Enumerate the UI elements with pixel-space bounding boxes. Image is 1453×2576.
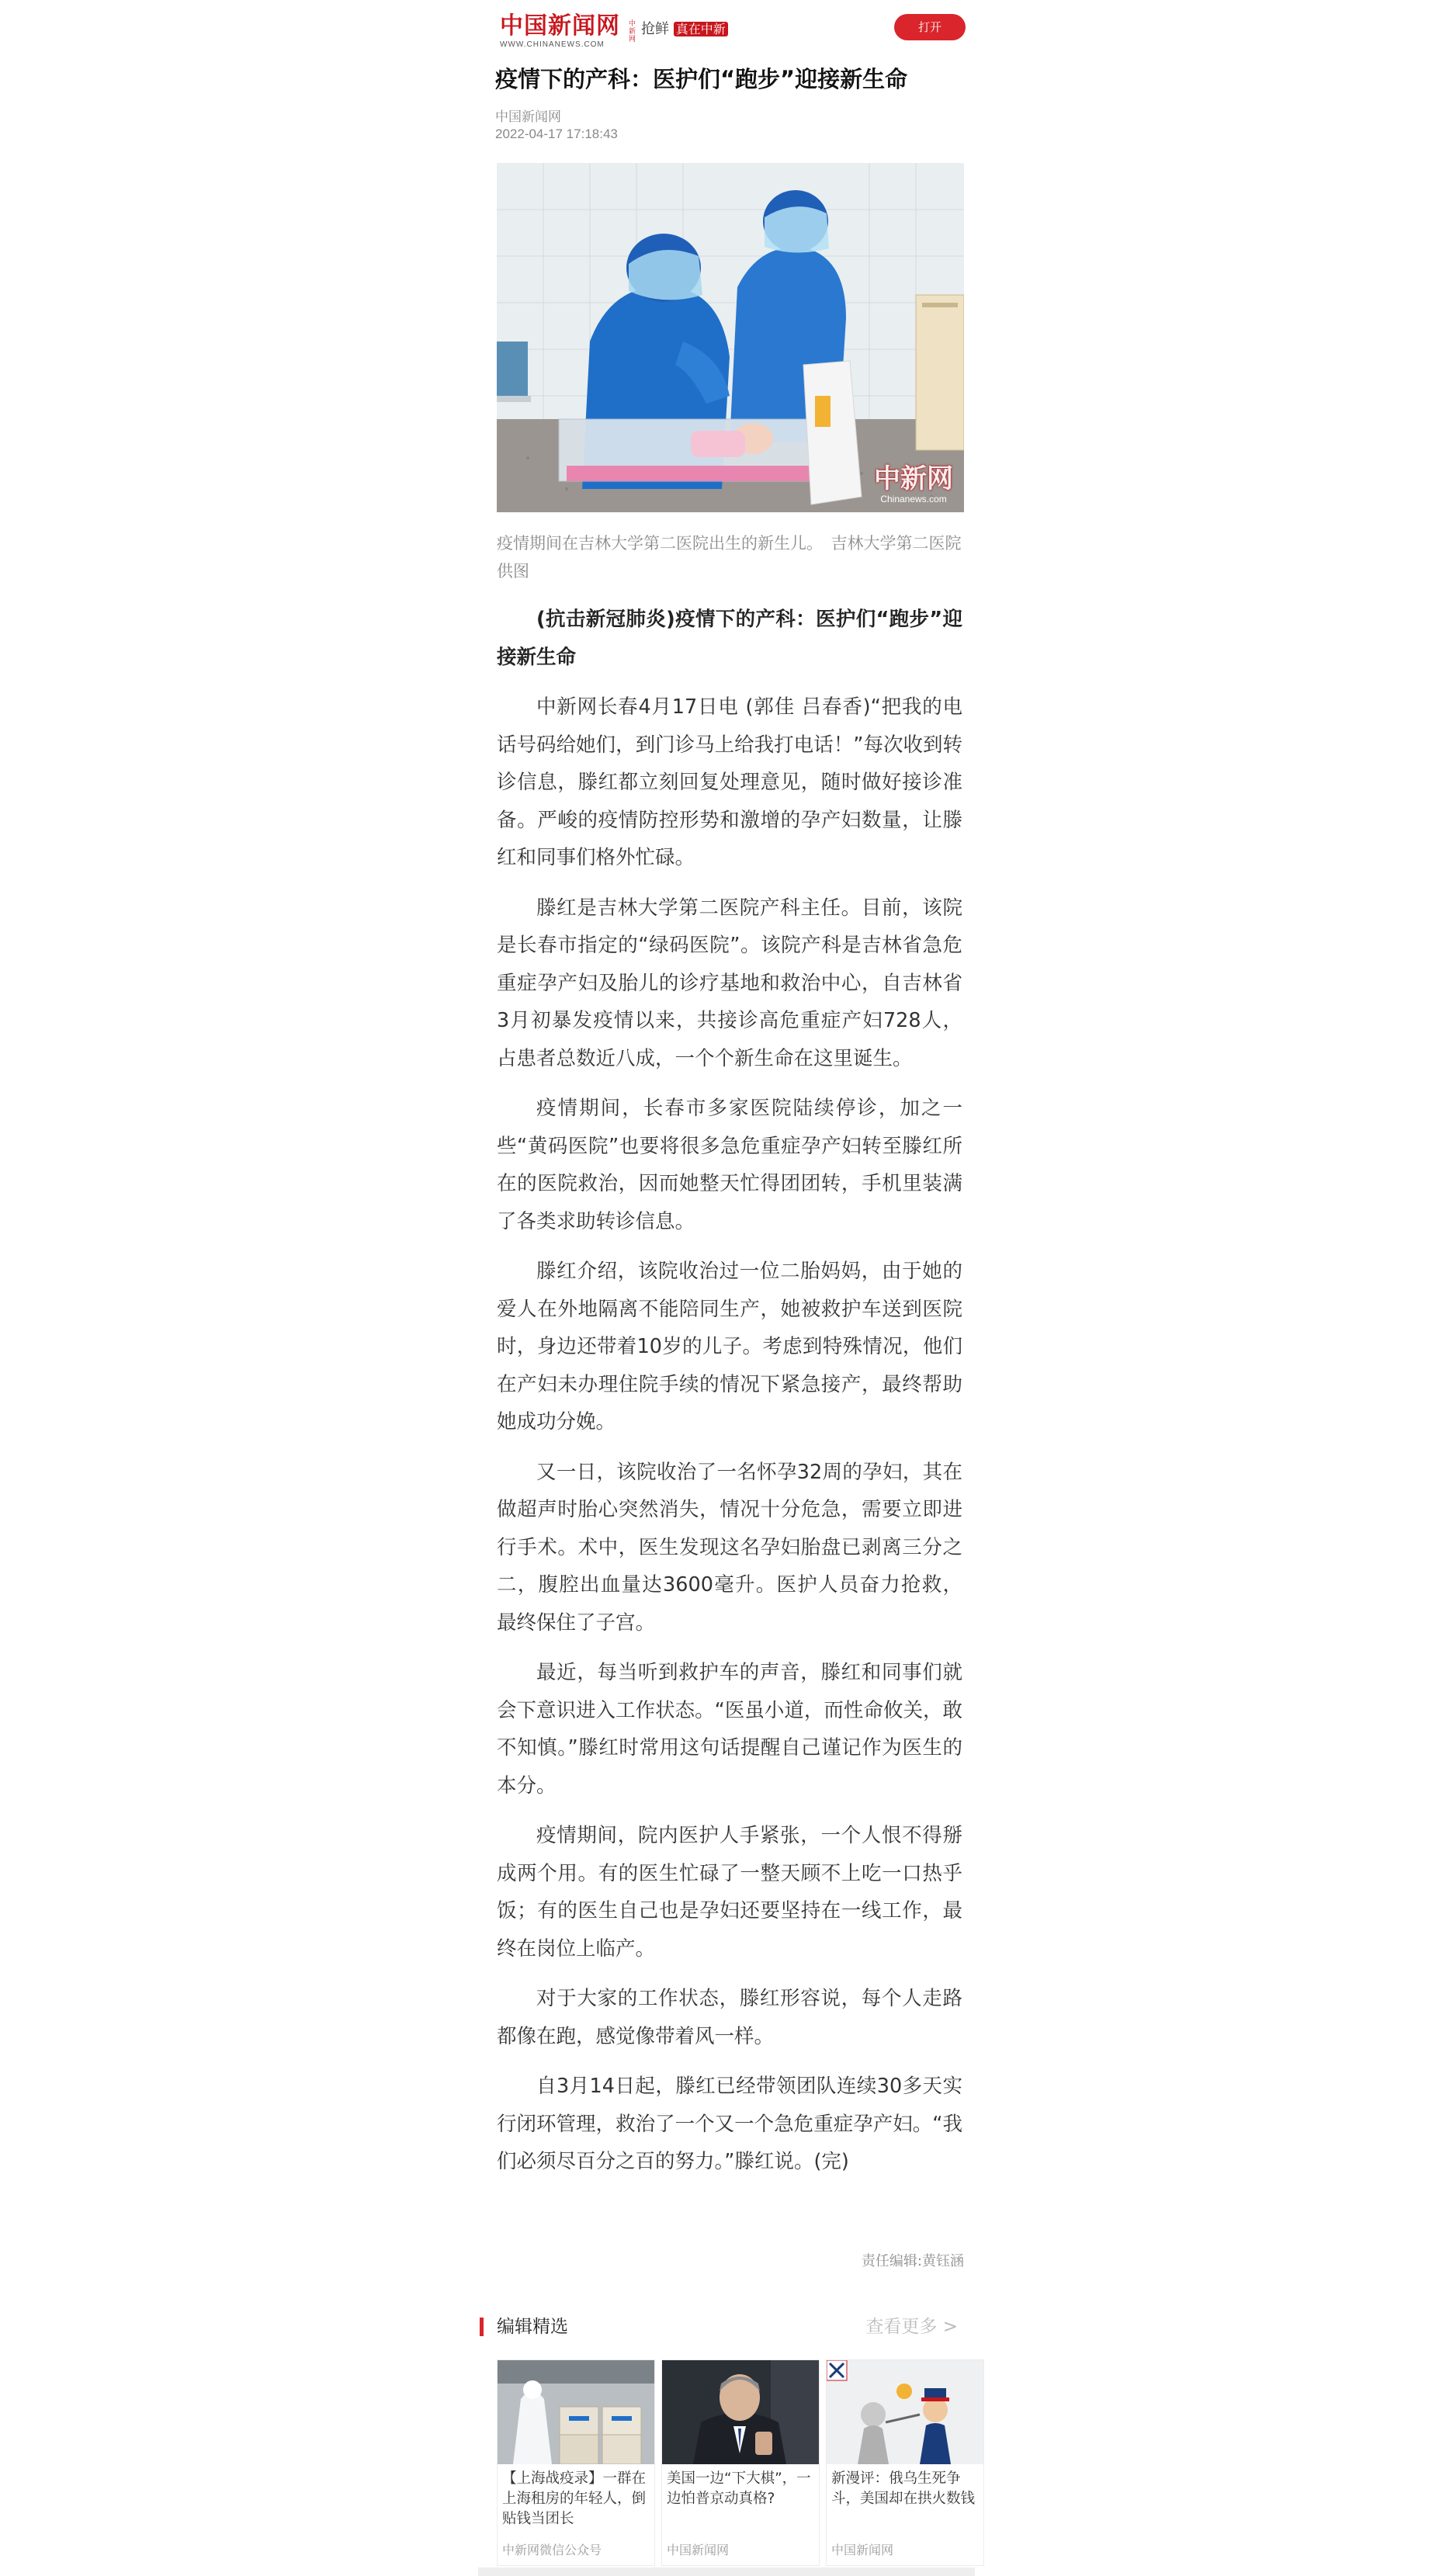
pick-card-image <box>827 2360 984 2464</box>
article-paragraph: 滕红是吉林大学第二医院产科主任。目前，该院是长春市指定的“绿码医院”。该院产科是吉林省急危重症孕产妇及胎儿的诊疗基地和救治中心，自吉林省3月初暴发疫情以来，共接诊高危重症产妇728人，占患者总数近八成，一个个新生命在这里诞生。 <box>497 896 962 1070</box>
logo-sub: WWW.CHINANEWS.COM <box>500 40 605 49</box>
article-paragraph: 滕红介绍，该院收治过一位二胎妈妈，由于她的爱人在外地隔离不能陪同生产，她被救护车送到医院时，身边还带着10岁的儿子。考虑到特殊情况，他们在产妇未办理住院手续的情况下紧急接产，最终帮助她成功分娩。 <box>497 1260 962 1434</box>
pick-card-source: 中国新闻网 <box>831 2543 894 2557</box>
chinanews-logo-icon[interactable] <box>500 12 636 54</box>
bottom-divider <box>478 2567 975 2576</box>
article-body <box>497 601 962 2193</box>
photo-caption: 疫情期间在吉林大学第二医院出生的新生儿。 吉林大学第二医院供图 <box>497 534 962 581</box>
pick-card-title: 新漫评：俄乌生死争斗，美国却在拱火数钱 <box>831 2470 976 2507</box>
slogan <box>641 20 728 39</box>
pick-card[interactable] <box>497 2359 655 2566</box>
article-source: 中国新闻网 <box>495 109 561 125</box>
article-page <box>478 0 975 2576</box>
editor-picks-header <box>480 2311 967 2342</box>
article-paragraph: 疫情期间，长春市多家医院陆续停诊，加之一些“黄码医院”也要将很多急危重症孕产妇转至滕红所在的医院救治，因而她整天忙得团团转，手机里装满了各类求助转诊信息。 <box>497 1097 962 1233</box>
article-paragraph: 疫情期间，院内医护人手紧张，一个人恨不得掰成两个用。有的医生忙碌了一整天顾不上吃一口热乎饭；有的医生自己也是孕妇还要坚持在一线工作，最终在岗位上临产。 <box>497 1824 962 1961</box>
open-app-button[interactable]: 打开 <box>894 14 966 40</box>
photo-illustration <box>497 163 964 512</box>
pick-card-title: 【上海战疫录】一群在上海租房的年轻人，倒贴钱当团长 <box>502 2470 647 2527</box>
pick-card[interactable] <box>661 2359 820 2566</box>
article-paragraph: 最近，每当听到救护车的声音，滕红和同事们就会下意识进入工作状态。“医虽小道，而性命攸关，敢不知慎。”滕红时常用这句话提醒自己谨记作为医生的本分。 <box>497 1661 962 1798</box>
pick-card-source: 中国新闻网 <box>667 2543 730 2557</box>
watermark-sub: Chinanews.com <box>880 494 947 504</box>
logo-badge: 中新网 <box>629 20 636 43</box>
slogan-prefix: 抢鲜 <box>641 21 669 37</box>
pick-card-image <box>498 2360 655 2464</box>
pick-card[interactable] <box>826 2359 984 2566</box>
logo-text: 中国新闻网 <box>500 12 620 40</box>
article-paragraph: 又一日，该院收治了一名怀孕32周的孕妇，其在做超声时胎心突然消失，情况十分危急，需要立即进行手术。术中，医生发现这名孕妇胎盘已剥离三分之二，腹腔出血量达3600毫升。医护人员奋力抢救，最终保住了子宫。 <box>497 1460 962 1635</box>
editor-picks-title: 编辑精选 <box>497 2317 568 2337</box>
article-paragraph: 对于大家的工作状态，滕红形容说，每个人走路都像在跑，感觉像带着风一样。 <box>497 1987 962 2048</box>
editor-picks-cards <box>497 2359 994 2566</box>
see-more-link[interactable]: 查看更多 > <box>865 2317 958 2337</box>
top-bar <box>487 8 966 54</box>
article-paragraph: (抗击新冠肺炎)疫情下的产科：医护们“跑步”迎接新生命 <box>497 608 962 669</box>
article-time: 2022-04-17 17:18:43 <box>495 127 618 141</box>
photo-watermark <box>874 464 953 504</box>
article-title: 疫情下的产科：医护们“跑步”迎接新生命 <box>495 66 908 92</box>
watermark-text: 中新网 <box>874 463 953 494</box>
article-photo[interactable] <box>497 163 964 512</box>
pick-card-source: 中新网微信公众号 <box>502 2543 602 2557</box>
pick-card-image <box>662 2360 820 2464</box>
section-accent-bar <box>480 2318 484 2336</box>
responsible-editor: 责任编辑:黄钰涵 <box>861 2253 964 2269</box>
article-paragraph: 中新网长春4月17日电 (郭佳 吕春香)“把我的电话号码给她们，到门诊马上给我打电话！”每次收到转诊信息，滕红都立刻回复处理意见，随时做好接诊准备。严峻的疫情防控形势和激增的孕产妇数量，让滕红和同事们格外忙碌。 <box>497 695 962 869</box>
slogan-highlight: 真在中新 <box>674 22 728 36</box>
article-paragraph: 自3月14日起，滕红已经带领团队连续30多天实行闭环管理，救治了一个又一个急危重症孕产妇。“我们必须尽百分之百的努力。”滕红说。(完) <box>497 2075 962 2173</box>
pick-card-title: 美国一边“下大棋”，一边怕普京动真格? <box>667 2470 811 2507</box>
